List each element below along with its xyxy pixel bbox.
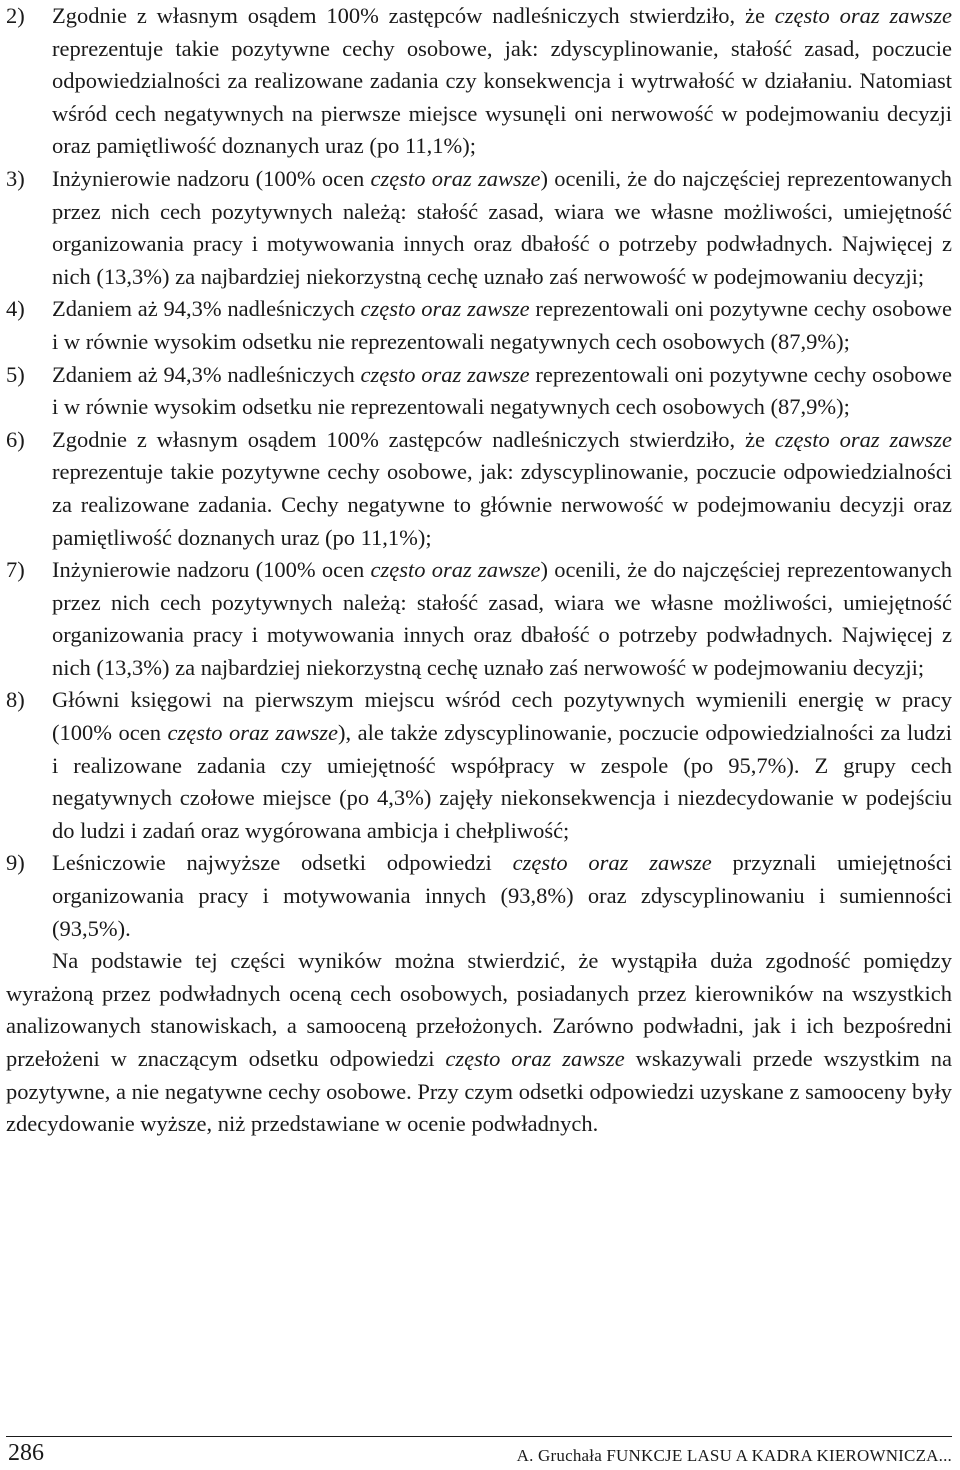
list-item (6, 684, 952, 847)
list-item (6, 847, 952, 945)
list-item-number: 4) (6, 296, 25, 322)
list-item-number: 2) (6, 3, 25, 28)
list-item-text: Inżynierowie nadzoru (100% ocen często oraz zawsze) ocenili, że do najczęściej reprezentowanych przez nich cech pozytywnych należą: stałość zasad, wiara we własne możliwości, umiejętność organizowania pracy i motywowania innych oraz dbałość o potrzeby podwładnych. Najwięcej z nich (13,3%) za najbardziej niekorzystną cechę uznało zaś nerwowość w podejmowaniu decyzji; (52, 557, 953, 680)
list-item-number: 8) (6, 687, 25, 713)
list-item (6, 554, 952, 684)
list-item (6, 293, 952, 358)
list-item-number: 5) (6, 361, 25, 387)
list-item (6, 163, 952, 293)
document-page (6, 0, 952, 1141)
list-item-text: Leśniczowie najwyższe odsetki odpowiedzi często oraz zawsze przyznali umiejętności organizowania pracy i motywowania innych (93,8%) oraz zdyscyplinowaniu i sumienności (93,5%). (52, 850, 953, 941)
page-number: 286 (8, 1440, 44, 1466)
list-item-text: Główni księgowi na pierwszym miejscu wśród cech pozytywnych wymienili energię w pracy (100% ocen często oraz zawsze), ale także zdyscyplinowanie, poczucie odpowiedzialności za ludzi i realizowane zadania czy umiejętność współpracy w zespole (po 95,7%). Z grupy cech negatywnych czołowe miejsce (po 4,3%) zajęły niekonsekwencja i niezdecydowanie w podejściu do ludzi i zadań oraz wygórowana ambicja i chełpliwość; (52, 687, 952, 843)
running-head: A. Gruchała FUNKCJE LASU A KADRA KIEROWNICZA... (516, 1446, 952, 1465)
findings-list (6, 0, 952, 945)
list-item-text: Inżynierowie nadzoru (100% ocen często oraz zawsze) ocenili, że do najczęściej reprezentowanych przez nich cech pozytywnych należą: stałość zasad, wiara we własne możliwości, umiejętność organizowania pracy i motywowania innych oraz dbałość o potrzeby podwładnych. Najwięcej z nich (13,3%) za najbardziej niekorzystną cechę uznało zaś nerwowość w podejmowaniu decyzji; (52, 165, 953, 289)
list-item-number: 3) (6, 165, 25, 191)
list-item-text: Zgodnie z własnym osądem 100% zastępców nadleśniczych stwierdziło, że często oraz zawsze reprezentuje takie pozytywne cechy osobowe, jak: zdyscyplinowanie, stałość zasad, poczucie odpowiedzialności za realizowane zadania czy konsekwencja i wytrwałość w działaniu. Natomiast wśród cech negatywnych na pierwsze miejsce wysunęli oni nerwowość w podejmowaniu decyzji oraz pamiętliwość doznanych uraz (po 11,1%); (52, 3, 953, 159)
page-footer (6, 1436, 952, 1466)
list-item-number: 6) (6, 426, 25, 452)
footer-divider (6, 1436, 952, 1437)
list-item-text: Zdaniem aż 94,3% nadleśniczych często oraz zawsze reprezentowali oni pozytywne cechy osobowe i w równie wysokim odsetku nie reprezentowali negatywnych cech osobowych (87,9%); (52, 296, 952, 354)
list-item-number: 7) (6, 557, 25, 583)
list-item-text: Zgodnie z własnym osądem 100% zastępców nadleśniczych stwierdziło, że często oraz zawsze reprezentuje takie pozytywne cechy osobowe, jak: zdyscyplinowanie, poczucie odpowiedzialności za realizowane zadania. Cechy negatywne to głównie nerwowość w podejmowaniu decyzji oraz pamiętliwość doznanych uraz (po 11,1%); (52, 426, 953, 550)
list-item (6, 424, 952, 554)
list-item-number: 9) (6, 850, 25, 876)
list-item-text: Zdaniem aż 94,3% nadleśniczych często oraz zawsze reprezentowali oni pozytywne cechy osobowe i w równie wysokim odsetku nie reprezentowali negatywnych cech osobowych (87,9%); (52, 361, 952, 420)
closing-paragraph: Na podstawie tej części wyników można stwierdzić, że wystąpiła duża zgodność pomiędzy wyrażoną przez podwładnych oceną cech osobowych, posiadanych przez kierowników na wszystkich analizowanych stanowiskach, a samooceną przełożonych. Zarówno podwładni, jak i ich bezpośredni przełożeni w znaczącym odsetku odpowiedzi często oraz zawsze wskazywali przede wszystkim na pozytywne, a nie negatywne cechy osobowe. Przy czym odsetki odpowiedzi uzyskane z samooceny były zdecydowanie wyższe, niż przedstawiane w ocenie podwładnych. (6, 948, 952, 1137)
list-item (6, 359, 952, 424)
list-item (6, 0, 952, 163)
